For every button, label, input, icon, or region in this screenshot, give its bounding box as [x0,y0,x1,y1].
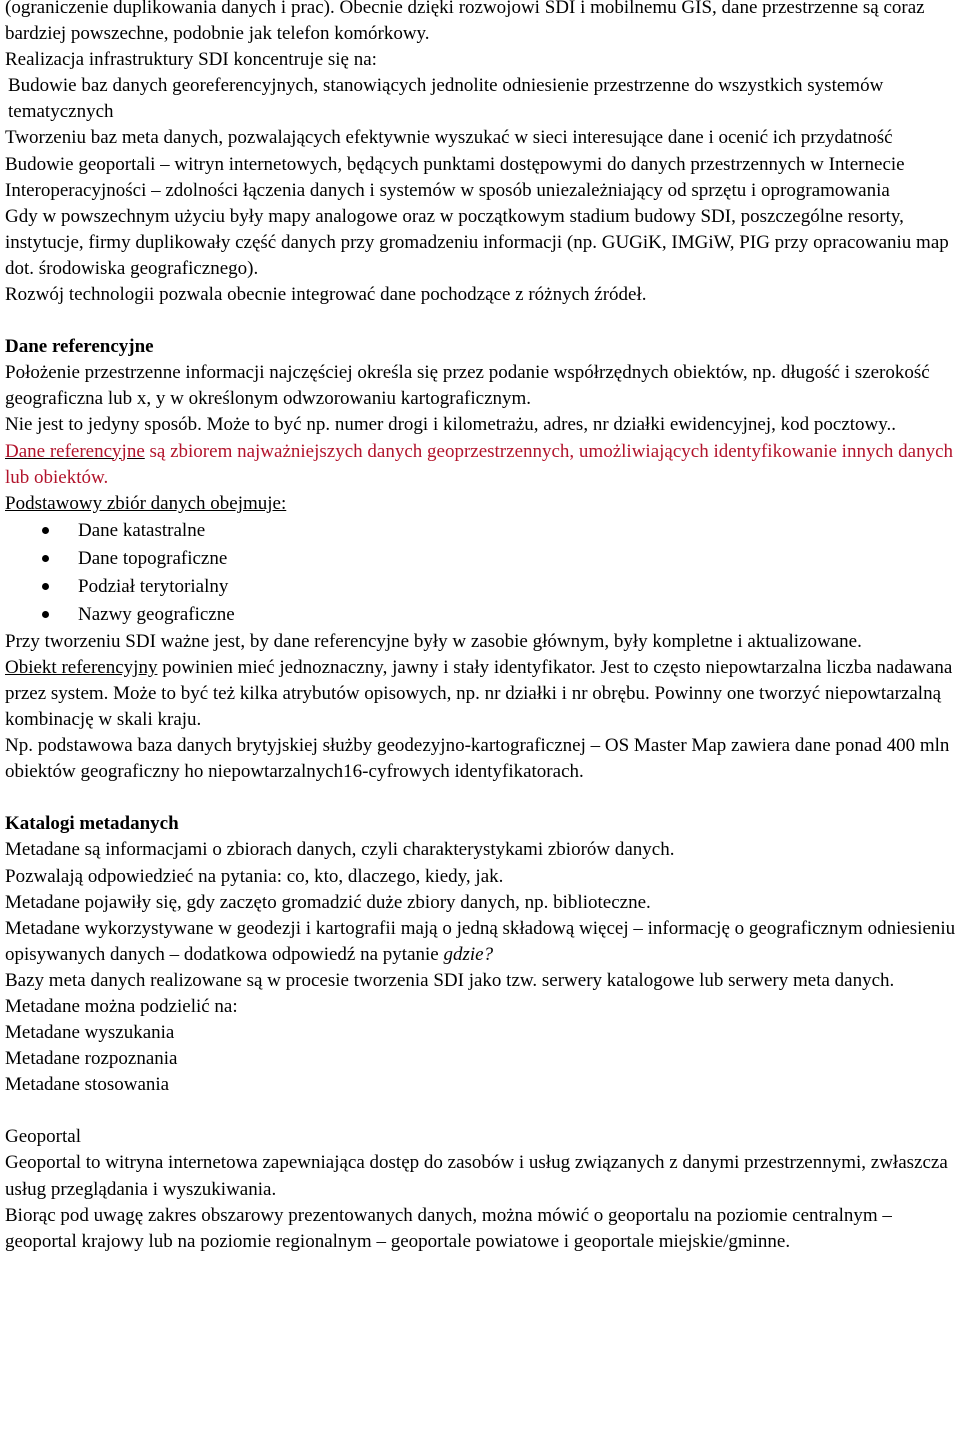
intro-paragraph-3: Budowie baz danych georeferencyjnych, stanowiących jednolite odniesienie przestrzenne do wszystkich systemów tematycznych [8,75,884,123]
spacer [5,785,957,811]
geoportal-paragraph-1: Geoportal to witryna internetowa zapewniająca dostęp do zasobów i usług związanych z danymi przestrzennymi, zwłaszcza usług przeglądania i wyszukiwania. [5,1152,948,1200]
intro-section [5,0,957,308]
reference-object-term: Obiekt referencyjny [5,656,158,678]
intro-paragraph-1: (ograniczenie duplikowania danych i prac). Obecnie dzięki rozwojowi SDI i mobilnemu GIS, dane przestrzenne są coraz bardziej powszechne, podobnie jak telefon komórkowy. [5,0,925,45]
list-item: Nazwy geograficzne [5,601,957,629]
bullet-icon [42,611,49,618]
reference-definition-term: Dane referencyjne [5,440,145,462]
metadata-line-9: Metadane stosowania [5,1074,170,1096]
metadata-line-2: Pozwalają odpowiedzieć na pytania: co, kto, dlaczego, kiedy, jak. [5,865,504,887]
metadata-question-where: gdzie? [443,943,494,965]
reference-set-label: Podstawowy zbiór danych obejmuje: [5,492,287,514]
reference-paragraph-3: Przy tworzeniu SDI ważne jest, by dane referencyjne były w zasobie głównym, były kompletne i aktualizowane. [5,630,862,652]
intro-paragraph-8: Rozwój technologii pozwala obecnie integrować dane pochodzące z różnych źródeł. [5,284,647,306]
reference-definition [5,439,957,491]
section-heading-metadata: Katalogi metadanych [5,813,179,835]
intro-paragraph-4: Tworzeniu baz meta danych, pozwalających efektywnie wyszukać w sieci interesujące dane i ocenić ich przydatność [5,127,893,149]
list-item: Dane katastralne [5,517,957,545]
metadata-section [5,811,957,1098]
geoportal-paragraph-2: Biorąc pod uwagę zakres obszarowy prezentowanych danych, można mówić o geoportalu na poziomie centralnym –geoportal krajowy lub na poziomie regionalnym – geoportale powiatowe i geoportale miejskie/gminne. [5,1204,892,1252]
reference-set-list [5,517,957,629]
metadata-line-4: Metadane wykorzystywane w geodezji i kartografii mają o jedną składową więcej – informację o geograficznym odniesieniu opisywanych danych – dodatkowa odpowiedź na pytanie gdzie? [5,917,956,965]
bullet-icon [42,527,49,534]
reference-definition-text: są zbiorem najważniejszych danych geoprzestrzennych, umożliwiających identyfikowanie innych danych lub obiektów. [5,440,954,488]
reference-object-paragraph [5,655,957,733]
spacer [5,308,957,334]
metadata-line-5: Bazy meta danych realizowane są w procesie tworzenia SDI jako tzw. serwery katalogowe lub serwery meta danych. [5,969,895,991]
reference-data-section [5,334,957,785]
list-item: Podział terytorialny [5,573,957,601]
metadata-line-6: Metadane można podzielić na: [5,996,238,1017]
metadata-line-3: Metadane pojawiły się, gdy zaczęto gromadzić duże zbiory danych, np. biblioteczne. [5,891,651,913]
reference-paragraph-4: Np. podstawowa baza danych brytyjskiej służby geodezyjno-kartograficznej – OS Master Map zawiera dane ponad 400 mln obiektów geograficzny ho niepowtarzalnych16-cyfrowych identyfikatorach. [5,735,950,783]
bullet-icon [42,583,49,590]
reference-paragraph-1: Położenie przestrzenne informacji najczęściej określa się przez podanie współrzędnych obiektów, np. długość i szerokość geograficzna lub x, y w określonym odwzorowaniu kartograficznym. [5,362,930,410]
intro-paragraph-7: Gdy w powszechnym użyciu były mapy analogowe oraz w początkowym stadium budowy SDI, poszczególne resorty, instytucje, firmy duplikowały część danych przy gromadzeniu informacji (np. GUGiK, IMGiW, PIG przy opracowaniu map dot. środowiska geograficznego). [5,205,949,279]
reference-object-text: powinien mieć jednoznaczny, jawny i stały identyfikator. Jest to często niepowtarzalna liczba nadawana przez system. Może to być też kilka atrybutów opisowych, np. nr działki i nr obrębu. Powinny one tworzyć niepowtarzalną kombinację w skali kraju. [5,656,953,731]
reference-paragraph-2: Nie jest to jedyny sposób. Może to być np. numer drogi i kilometrażu, adres, nr działki ewidencyjnej, kod pocztowy.. [5,414,897,436]
section-heading-reference: Dane referencyjne [5,336,154,358]
intro-paragraph-5: Budowie geoportali – witryn internetowych, będących punktami dostępowymi do danych przestrzennych w Internecie [5,153,905,175]
metadata-line-8: Metadane rozpoznania [5,1048,178,1070]
list-item: Dane topograficzne [5,545,957,573]
bullet-icon [42,555,49,562]
document-page [5,0,957,1255]
intro-paragraph-6: Interoperacyjności – zdolności łączenia danych i systemów w sposób uniezależniający od sprzętu i oprogramowania [5,179,890,201]
section-heading-geoportal: Geoportal [5,1126,81,1148]
metadata-line-7: Metadane wyszukania [5,1022,175,1044]
metadata-line-1: Metadane są informacjami o zbiorach danych, czyli charakterystykami zbiorów danych. [5,839,675,861]
spacer [5,1098,957,1124]
geoportal-section [5,1124,957,1254]
intro-paragraph-2: Realizacja infrastruktury SDI koncentruje się na: [5,49,377,71]
